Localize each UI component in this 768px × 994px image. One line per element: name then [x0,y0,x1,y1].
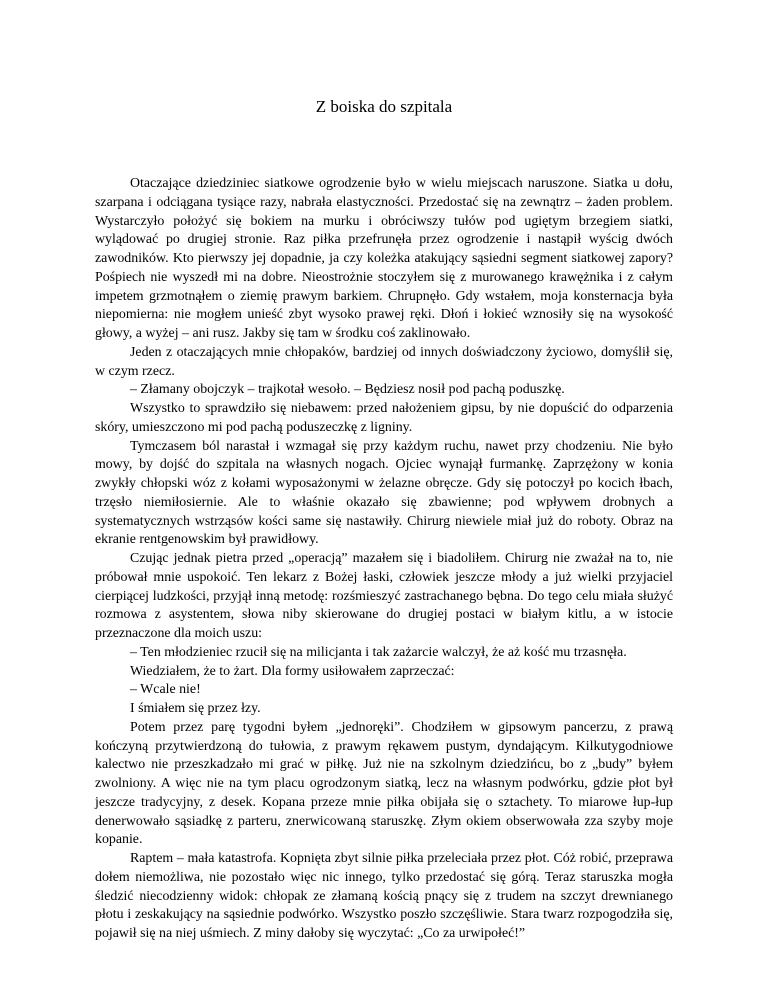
paragraph: Potem przez parę tygodni byłem „jednoręki”. Chodziłem w gipsowym pancerzu, z prawą kończyną przytwierdzoną do tułowia, z prawym rękawem pustym, dyndającym. Kilkutygodniowe kalectwo nie przeszkadzało mi grać w piłkę. Już nie na szkolnym dziedzińcu, bo z „budy” byłem zwolniony. A więc nie na tym placu ogrodzonym siatką, lecz na własnym podwórku, gdzie płot był jeszcze tradycyjny, z desek. Kopana przeze mnie piłka obijała się o sztachety. To miarowe łup-łup denerwowało sąsiadkę z parteru, znerwicowaną staruszkę. Złym okiem obserwowała zza szyby moje kopanie. [95,719,673,848]
document-body [95,175,673,944]
dialog-line: – Ten młodzieniec rzucił się na milicjanta i tak zażarcie walczył, że aż kość mu trzasnęła. [130,644,627,660]
dialog-line: – Wcale nie! [130,682,201,698]
document-title: Z boiska do szpitala [315,97,453,116]
dialog-line: – Złamany obojczyk – trajkotał wesoło. – Będziesz nosił pod pachą poduszkę. [130,382,565,398]
paragraph: Tymczasem ból narastał i wzmagał się przy każdym ruchu, nawet przy chodzeniu. Nie było mowy, by dojść do szpitala na własnych nogach. Ojciec wynajął furmankę. Zaprzężony w konia zwykły chłopski wóz z kołami wyposażonymi w żelazne obręcze. Gdy się potoczył po kocich łbach, trzęsło niemiłosiernie. Ale to właśnie okazało się zbawienne; pod wpływem drobnych a systematycznych wstrząsów kości same się nastawiły. Chirurg niewiele miał już do roboty. Obraz na ekranie rentgenowskim był prawidłowy. [95,438,673,548]
paragraph: I śmiałem się przez łzy. [130,701,261,716]
paragraph: Wiedziałem, że to żart. Dla formy usiłowałem zaprzeczać: [130,663,455,679]
paragraph: Jeden z otaczających mnie chłopaków, bardziej od innych doświadczony życiowo, domyślił się, w czym rzecz. [95,344,673,379]
paragraph: Otaczające dziedziniec siatkowe ogrodzenie było w wielu miejscach naruszone. Siatka u dołu, szarpana i odciągana tysiące razy, nabrała elastyczności. Przedostać się na zewnątrz – żaden problem. Wystarczyło położyć się bokiem na murku i obróciwszy tułów pod ugiętym brzegiem siatki, wylądować po drugiej stronie. Raz piłka przefrunęła przez ogrodzenie i nastąpił wyścig dwóch zawodników. Kto pierwszy jej dopadnie, ja czy koleżka atakujący sąsiedni segment siatkowej zapory? Pośpiech nie wyszedł mi na dobre. Nieostrożnie stoczyłem się z murowanego krawężnika i z całym impetem grzmotnąłem o ziemię prawym barkiem. Chrupnęło. Gdy wstałem, moja konsternacja była niepomierna: nie mogłem unieść zbyt wysoko prawej ręki. Dłoń i łokieć wznosiły się na wysokość głowy, a wyżej – ani rusz. Jakby się tam w środku coś zaklinowało. [95,176,673,341]
paragraph: Wszystko to sprawdziło się niebawem: przed nałożeniem gipsu, by nie dopuścić do odparzenia skóry, umieszczono mi pod pachą poduszeczkę z ligniny. [95,401,673,435]
paragraph: Czując jednak pietra przed „operacją” mazałem się i biadoliłem. Chirurg nie zważał na to, nie próbował mnie uspokoić. Ten lekarz z Bożej łaski, człowiek jeszcze młody a już wielki przyjaciel cierpiącej ludzkości, przyjął inną metodę: rozśmieszyć zastrachanego bębna. Do tego celu miała służyć rozmowa z asystentem, słowa niby skierowane do drugiej postaci w białym kitlu, a w istocie przeznaczone dla moich uszu: [95,551,673,641]
paragraph: Raptem – mała katastrofa. Kopnięta zbyt silnie piłka przeleciała przez płot. Cóż robić, przeprawa dołem niemożliwa, nie pozostało więc nic innego, tylko przedostać się górą. Teraz staruszka mogła śledzić niecodzienny widok: chłopak ze złamaną kością pnący się z trudem na szczyt drewnianego płotu i zeskakujący na sąsiednie podwórko. Wszystko poszło szczęśliwie. Stara twarz rozpogodziła się, pojawił się na niej uśmiech. Z miny dałoby się wyczytać: „Co za urwipołeć!” [95,851,673,941]
